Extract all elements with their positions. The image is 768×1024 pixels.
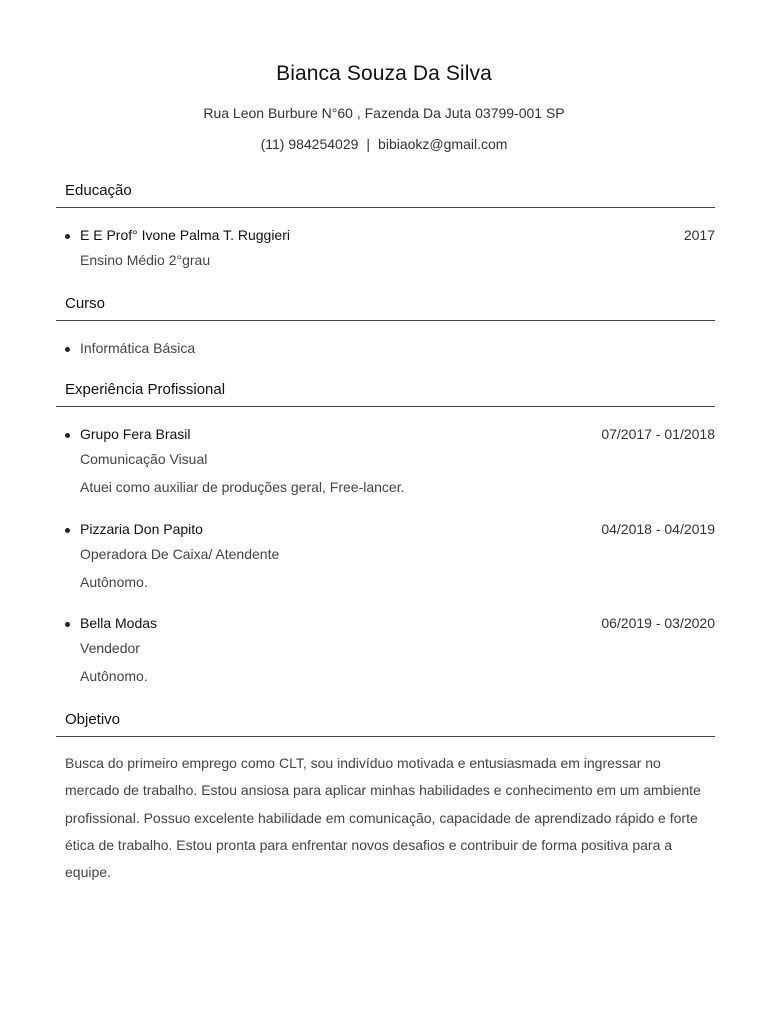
section-divider-education xyxy=(56,207,715,208)
section-title-course: Curso xyxy=(65,295,106,312)
bullet-icon xyxy=(65,234,70,239)
course-name: Informática Básica xyxy=(80,340,196,356)
section-title-education: Educação xyxy=(65,182,132,199)
experience-date: 04/2018 - 04/2019 xyxy=(601,521,715,537)
section-divider-course xyxy=(56,320,715,321)
bullet-icon xyxy=(65,528,70,533)
bullet-icon xyxy=(65,347,70,352)
experience-description: Atuei como auxiliar de produções geral, Free-lancer. xyxy=(80,478,405,495)
experience-description: Autônomo. xyxy=(80,573,148,590)
experience-date: 06/2019 - 03/2020 xyxy=(601,615,715,631)
contact-line xyxy=(0,136,768,152)
bullet-icon xyxy=(65,622,70,627)
experience-item xyxy=(65,521,715,596)
section-title-objective: Objetivo xyxy=(65,711,121,728)
section-divider-objective xyxy=(56,736,715,737)
email-address: bibiaokz@gmail.com xyxy=(378,136,508,152)
education-school: E E Prof° Ivone Palma T. Ruggieri xyxy=(80,227,290,243)
objective-text: Busca do primeiro emprego como CLT, sou indivíduo motivada e entusiasmada em ingressar no mercado de trabalho. Estou ansiosa para aplicar minhas habilidades e conhecimento em um ambiente profissional. Possuo excelente habilidade em comunicação, capacidade de aprendizado rápido e forte ética de trabalho. Estou pronta para enfrentar novos desafios e contribuir de forma positiva para a equipe. xyxy=(65,755,701,881)
contact-separator: | xyxy=(366,136,371,152)
experience-company: Pizzaria Don Papito xyxy=(80,521,203,537)
experience-role: Vendedor xyxy=(80,640,140,656)
experience-company: Grupo Fera Brasil xyxy=(80,426,191,442)
experience-role: Operadora De Caixa/ Atendente xyxy=(80,546,280,562)
education-item xyxy=(65,227,715,275)
education-detail: Ensino Médio 2°grau xyxy=(80,252,211,268)
experience-date: 07/2017 - 01/2018 xyxy=(601,426,715,442)
experience-company: Bella Modas xyxy=(80,615,158,631)
experience-description: Autônomo. xyxy=(80,667,148,684)
phone-number: (11) 984254029 xyxy=(260,136,359,152)
section-title-experience: Experiência Profissional xyxy=(65,381,226,398)
section-divider-experience xyxy=(56,406,715,407)
experience-item xyxy=(65,615,715,690)
education-date: 2017 xyxy=(683,227,715,243)
address-line: Rua Leon Burbure N°60 , Fazenda Da Juta 03799-001 SP xyxy=(203,105,565,121)
candidate-name: Bianca Souza Da Silva xyxy=(276,62,492,85)
bullet-icon xyxy=(65,433,70,438)
experience-item xyxy=(65,426,715,501)
experience-role: Comunicação Visual xyxy=(80,451,208,467)
course-item xyxy=(65,340,715,360)
